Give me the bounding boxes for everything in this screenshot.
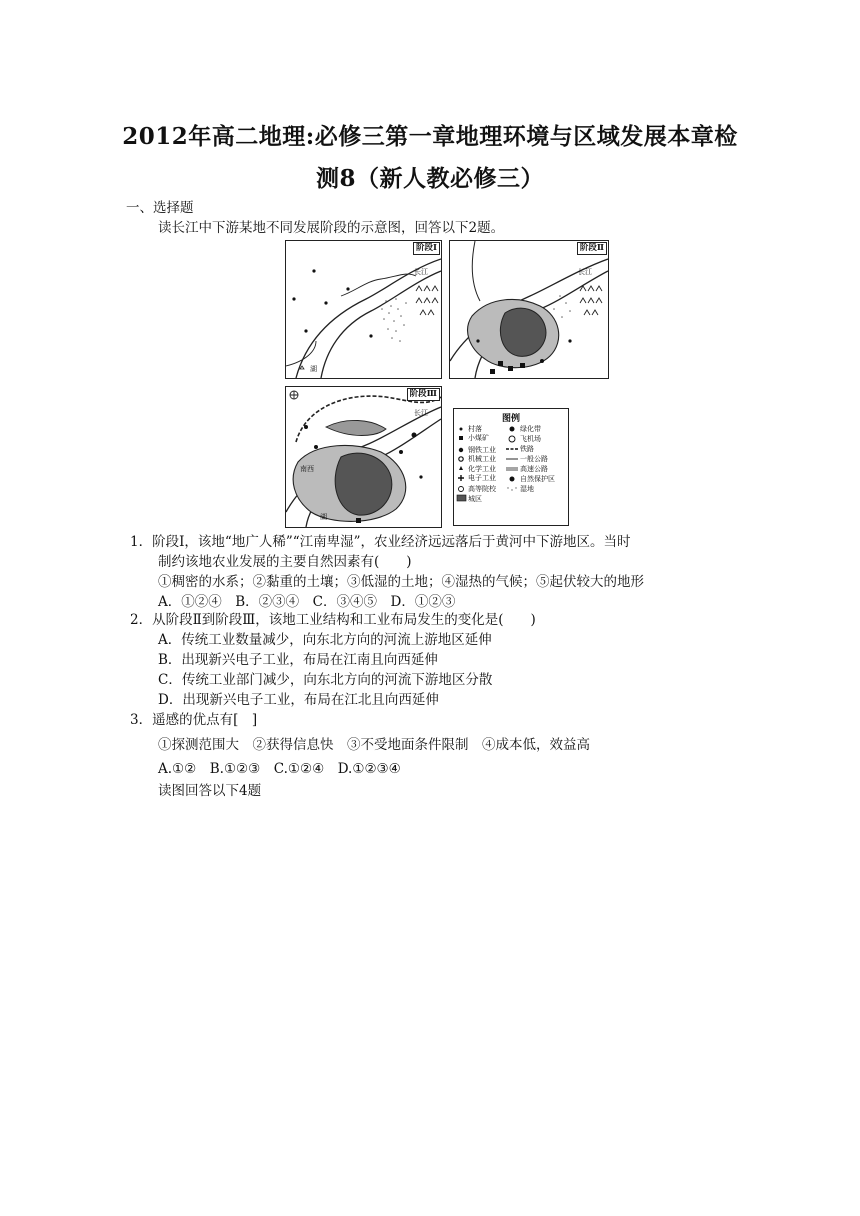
question-3-options: A.①② B.①②③ C.①②④ D.①②③④ [158,761,401,777]
next-question-intro: 读图回答以下4题 [158,783,262,799]
question-group-intro: 读长江中下游某地不同发展阶段的示意图，回答以下2题。 [158,220,505,236]
legend-item-village: 村落 [468,425,482,433]
question-3-stem: 3．遥感的优点有[ ] [130,712,258,728]
stage-3-label: 阶段Ⅲ [407,388,440,401]
legend-item-wetland: 湿地 [520,485,534,493]
document-title-line-2: 测8（新人教必修三） [315,165,544,192]
stage-1-lake-label: 湖 [310,365,317,373]
question-2-option-d: D．出现新兴电子工业，布局在江北且向西延伸 [158,692,439,708]
question-2-option-b: B．出现新兴电子工业，布局在江南且向西延伸 [158,652,438,668]
map-stage-2 [449,240,609,379]
legend-item-urban-area: 城区 [468,495,482,503]
question-2-option-c: C．传统工业部门减少，向东北方向的河流下游地区分散 [158,672,493,688]
stage-2-map-drawing [450,241,608,378]
stage-3-map-drawing [286,387,441,527]
section-heading: 一、选择题 [126,200,194,216]
legend-item-airport: 飞机场 [520,435,541,443]
question-3-advantages: ①探测范围大 ②获得信息快 ③不受地面条件限制 ④成本低，效益高 [158,737,590,753]
stage-1-river-label: 长江 [414,268,428,276]
legend-item-machinery-industry: 机械工业 [468,455,496,463]
legend-item-road: 一般公路 [520,455,548,463]
question-1-stem-cont: 制约该地农业发展的主要自然因素有( ) [158,554,412,570]
stage-3-lake-label: 湖 [320,513,327,521]
map-stage-1 [285,240,442,379]
legend-item-highway: 高速公路 [520,465,548,473]
stage-2-label: 阶段Ⅱ [577,242,607,255]
legend-item-steel-industry: 钢铁工业 [468,446,496,454]
map-figure [285,238,611,528]
legend-item-electronics-industry: 电子工业 [468,474,496,482]
question-2-option-a: A．传统工业数量减少，向东北方向的河流上游地区延伸 [158,632,492,648]
stage-3-town-label: 南西 [300,465,314,473]
legend-item-chemical-industry: 化学工业 [468,465,496,473]
stage-1-map-drawing [286,241,441,378]
map-legend [453,408,569,526]
question-1-factors: ①稠密的水系；②黏重的土壤；③低湿的土地；④湿热的气候；⑤起伏较大的地形 [158,574,644,590]
document-title-line-1: 2012年高二地理:必修三第一章地理环境与区域发展本章检 [122,123,738,150]
legend-item-nature-reserve: 自然保护区 [520,475,555,483]
legend-item-coal-mine: 小煤矿 [468,434,489,442]
stage-3-river-label: 长江 [414,409,428,417]
stage-2-river-label: 长江 [578,268,592,276]
legend-item-railway: 铁路 [520,445,534,453]
legend-title: 图例 [501,414,520,424]
map-stage-3 [285,386,442,528]
legend-item-green-belt: 绿化带 [520,425,541,433]
question-1-options: A．①②④ B．②③④ C．③④⑤ D．①②③ [158,594,456,610]
stage-1-label: 阶段Ⅰ [413,242,440,255]
question-2-stem: 2．从阶段Ⅱ到阶段Ⅲ，该地工业结构和工业布局发生的变化是( ) [130,612,536,628]
question-1-stem: 1．阶段Ⅰ，该地“地广人稀”“江南卑湿”，农业经济远远落后于黄河中下游地区。当时 [130,534,631,550]
legend-item-university: 高等院校 [468,485,496,493]
